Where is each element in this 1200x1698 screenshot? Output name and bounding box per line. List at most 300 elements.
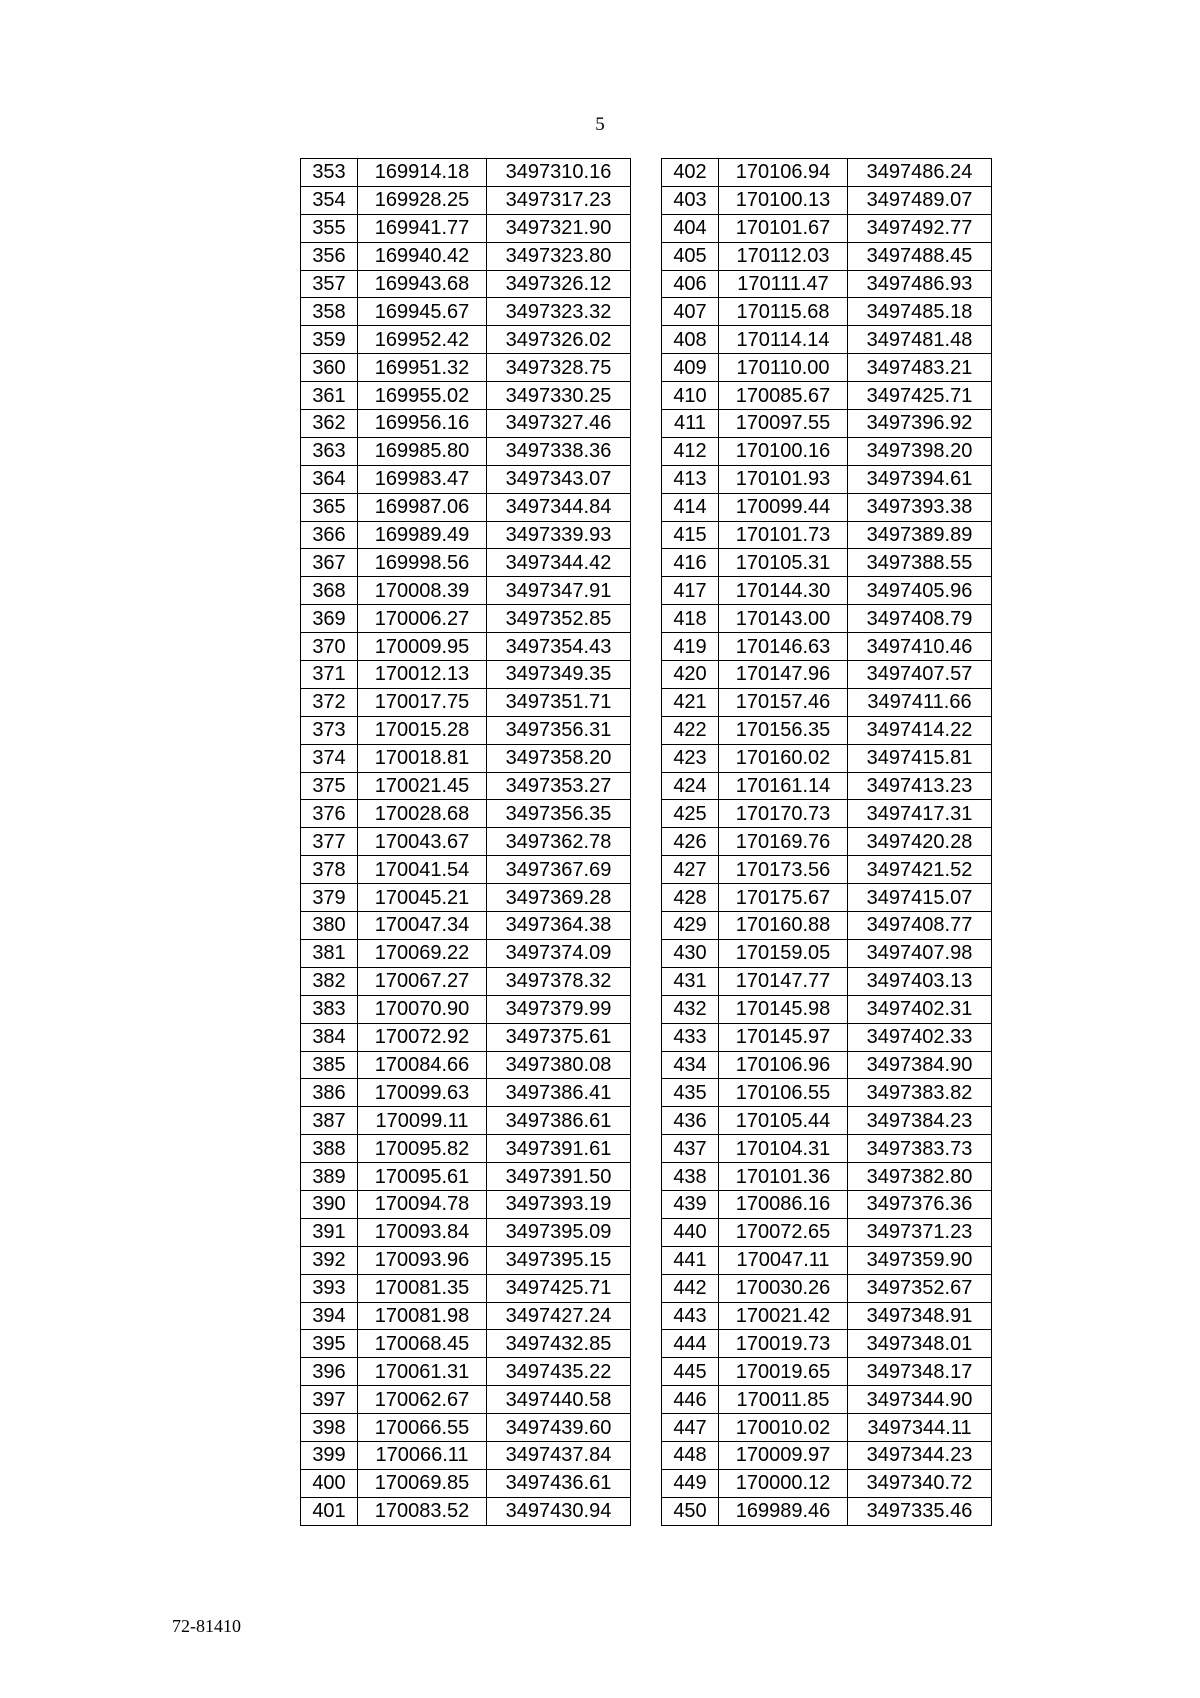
y-coordinate-cell: 3497388.55 <box>848 549 992 577</box>
x-coordinate-cell: 170095.82 <box>358 1135 487 1163</box>
table-row <box>301 1441 631 1469</box>
point-number-cell: 405 <box>662 242 719 270</box>
table-row <box>662 1274 992 1302</box>
x-coordinate-cell: 170062.67 <box>358 1386 487 1414</box>
table-row <box>301 688 631 716</box>
point-number-cell: 423 <box>662 744 719 772</box>
point-number-cell: 393 <box>301 1274 358 1302</box>
point-number-cell: 403 <box>662 186 719 214</box>
x-coordinate-cell: 170101.67 <box>719 214 848 242</box>
table-row <box>301 633 631 661</box>
point-number-cell: 395 <box>301 1330 358 1358</box>
y-coordinate-cell: 3497326.02 <box>487 326 631 354</box>
point-number-cell: 450 <box>662 1497 719 1525</box>
point-number-cell: 354 <box>301 186 358 214</box>
point-number-cell: 374 <box>301 744 358 772</box>
y-coordinate-cell: 3497489.07 <box>848 186 992 214</box>
y-coordinate-cell: 3497352.85 <box>487 605 631 633</box>
point-number-cell: 436 <box>662 1107 719 1135</box>
table-row <box>301 549 631 577</box>
x-coordinate-cell: 170095.61 <box>358 1163 487 1191</box>
x-coordinate-cell: 170066.11 <box>358 1441 487 1469</box>
table-row <box>301 1051 631 1079</box>
table-row <box>662 995 992 1023</box>
point-number-cell: 386 <box>301 1079 358 1107</box>
x-coordinate-cell: 170169.76 <box>719 828 848 856</box>
table-row <box>662 242 992 270</box>
x-coordinate-cell: 170093.84 <box>358 1218 487 1246</box>
x-coordinate-cell: 170099.11 <box>358 1107 487 1135</box>
point-number-cell: 433 <box>662 1023 719 1051</box>
table-row <box>662 1302 992 1330</box>
point-number-cell: 448 <box>662 1441 719 1469</box>
x-coordinate-cell: 170160.88 <box>719 912 848 940</box>
y-coordinate-cell: 3497327.46 <box>487 410 631 438</box>
x-coordinate-cell: 169943.68 <box>358 270 487 298</box>
table-row <box>301 437 631 465</box>
point-number-cell: 361 <box>301 382 358 410</box>
y-coordinate-cell: 3497394.61 <box>848 465 992 493</box>
table-row <box>662 298 992 326</box>
y-coordinate-cell: 3497379.99 <box>487 995 631 1023</box>
y-coordinate-cell: 3497321.90 <box>487 214 631 242</box>
y-coordinate-cell: 3497356.31 <box>487 716 631 744</box>
x-coordinate-cell: 170157.46 <box>719 688 848 716</box>
table-row <box>662 326 992 354</box>
table-row <box>662 1107 992 1135</box>
y-coordinate-cell: 3497323.80 <box>487 242 631 270</box>
table-row <box>301 605 631 633</box>
table-row <box>662 521 992 549</box>
point-number-cell: 425 <box>662 800 719 828</box>
table-row <box>301 1190 631 1218</box>
point-number-cell: 384 <box>301 1023 358 1051</box>
table-row <box>662 605 992 633</box>
point-number-cell: 368 <box>301 577 358 605</box>
point-number-cell: 440 <box>662 1218 719 1246</box>
point-number-cell: 359 <box>301 326 358 354</box>
x-coordinate-cell: 170068.45 <box>358 1330 487 1358</box>
table-row <box>301 1497 631 1525</box>
point-number-cell: 379 <box>301 884 358 912</box>
point-number-cell: 439 <box>662 1190 719 1218</box>
x-coordinate-cell: 170147.96 <box>719 661 848 689</box>
y-coordinate-cell: 3497362.78 <box>487 828 631 856</box>
point-number-cell: 367 <box>301 549 358 577</box>
y-coordinate-cell: 3497367.69 <box>487 856 631 884</box>
table-row <box>662 772 992 800</box>
y-coordinate-cell: 3497421.52 <box>848 856 992 884</box>
table-row <box>662 688 992 716</box>
y-coordinate-cell: 3497384.90 <box>848 1051 992 1079</box>
point-number-cell: 445 <box>662 1358 719 1386</box>
point-number-cell: 396 <box>301 1358 358 1386</box>
point-number-cell: 437 <box>662 1135 719 1163</box>
point-number-cell: 397 <box>301 1386 358 1414</box>
x-coordinate-cell: 170010.02 <box>719 1414 848 1442</box>
point-number-cell: 406 <box>662 270 719 298</box>
y-coordinate-cell: 3497483.21 <box>848 354 992 382</box>
x-coordinate-cell: 170084.66 <box>358 1051 487 1079</box>
x-coordinate-cell: 170110.00 <box>719 354 848 382</box>
table-row <box>301 1023 631 1051</box>
table-row <box>301 354 631 382</box>
y-coordinate-cell: 3497411.66 <box>848 688 992 716</box>
x-coordinate-cell: 170099.44 <box>719 493 848 521</box>
table-row <box>301 716 631 744</box>
table-row <box>301 242 631 270</box>
table-row <box>662 1135 992 1163</box>
table-row <box>301 298 631 326</box>
coordinates-table-right <box>661 158 992 1526</box>
x-coordinate-cell: 170012.13 <box>358 661 487 689</box>
table-row <box>301 577 631 605</box>
y-coordinate-cell: 3497347.91 <box>487 577 631 605</box>
point-number-cell: 364 <box>301 465 358 493</box>
y-coordinate-cell: 3497402.31 <box>848 995 992 1023</box>
x-coordinate-cell: 170099.63 <box>358 1079 487 1107</box>
x-coordinate-cell: 170175.67 <box>719 884 848 912</box>
x-coordinate-cell: 170101.36 <box>719 1163 848 1191</box>
point-number-cell: 383 <box>301 995 358 1023</box>
y-coordinate-cell: 3497389.89 <box>848 521 992 549</box>
x-coordinate-cell: 170115.68 <box>719 298 848 326</box>
y-coordinate-cell: 3497351.71 <box>487 688 631 716</box>
table-row <box>301 382 631 410</box>
x-coordinate-cell: 170111.47 <box>719 270 848 298</box>
y-coordinate-cell: 3497344.84 <box>487 493 631 521</box>
y-coordinate-cell: 3497310.16 <box>487 159 631 187</box>
x-coordinate-cell: 170147.77 <box>719 967 848 995</box>
table-row <box>662 1386 992 1414</box>
x-coordinate-cell: 170104.31 <box>719 1135 848 1163</box>
x-coordinate-cell: 169955.02 <box>358 382 487 410</box>
table-row <box>301 1414 631 1442</box>
point-number-cell: 414 <box>662 493 719 521</box>
x-coordinate-cell: 170112.03 <box>719 242 848 270</box>
y-coordinate-cell: 3497326.12 <box>487 270 631 298</box>
x-coordinate-cell: 170015.28 <box>358 716 487 744</box>
point-number-cell: 429 <box>662 912 719 940</box>
point-number-cell: 404 <box>662 214 719 242</box>
x-coordinate-cell: 170159.05 <box>719 939 848 967</box>
table-row <box>301 1386 631 1414</box>
point-number-cell: 434 <box>662 1051 719 1079</box>
y-coordinate-cell: 3497344.11 <box>848 1414 992 1442</box>
x-coordinate-cell: 170009.95 <box>358 633 487 661</box>
x-coordinate-cell: 170094.78 <box>358 1190 487 1218</box>
y-coordinate-cell: 3497344.23 <box>848 1441 992 1469</box>
y-coordinate-cell: 3497343.07 <box>487 465 631 493</box>
table-row <box>662 577 992 605</box>
point-number-cell: 369 <box>301 605 358 633</box>
point-number-cell: 387 <box>301 1107 358 1135</box>
point-number-cell: 412 <box>662 437 719 465</box>
x-coordinate-cell: 169928.25 <box>358 186 487 214</box>
table-row <box>301 1135 631 1163</box>
coordinates-table-left <box>300 158 631 1526</box>
y-coordinate-cell: 3497408.77 <box>848 912 992 940</box>
y-coordinate-cell: 3497439.60 <box>487 1414 631 1442</box>
y-coordinate-cell: 3497425.71 <box>487 1274 631 1302</box>
table-row <box>662 884 992 912</box>
y-coordinate-cell: 3497415.81 <box>848 744 992 772</box>
point-number-cell: 420 <box>662 661 719 689</box>
y-coordinate-cell: 3497437.84 <box>487 1441 631 1469</box>
table-row <box>662 828 992 856</box>
table-row <box>662 1441 992 1469</box>
point-number-cell: 398 <box>301 1414 358 1442</box>
y-coordinate-cell: 3497338.36 <box>487 437 631 465</box>
table-row <box>662 1023 992 1051</box>
x-coordinate-cell: 170021.42 <box>719 1302 848 1330</box>
table-row <box>662 1469 992 1497</box>
point-number-cell: 389 <box>301 1163 358 1191</box>
y-coordinate-cell: 3497407.57 <box>848 661 992 689</box>
y-coordinate-cell: 3497378.32 <box>487 967 631 995</box>
x-coordinate-cell: 170156.35 <box>719 716 848 744</box>
x-coordinate-cell: 170101.73 <box>719 521 848 549</box>
point-number-cell: 380 <box>301 912 358 940</box>
table-row <box>662 856 992 884</box>
x-coordinate-cell: 170000.12 <box>719 1469 848 1497</box>
table-row <box>662 214 992 242</box>
table-row <box>301 661 631 689</box>
y-coordinate-cell: 3497430.94 <box>487 1497 631 1525</box>
x-coordinate-cell: 170061.31 <box>358 1358 487 1386</box>
y-coordinate-cell: 3497339.93 <box>487 521 631 549</box>
point-number-cell: 424 <box>662 772 719 800</box>
x-coordinate-cell: 170043.67 <box>358 828 487 856</box>
table-row <box>662 1079 992 1107</box>
x-coordinate-cell: 170008.39 <box>358 577 487 605</box>
table-row <box>301 939 631 967</box>
y-coordinate-cell: 3497407.98 <box>848 939 992 967</box>
x-coordinate-cell: 170101.93 <box>719 465 848 493</box>
point-number-cell: 415 <box>662 521 719 549</box>
point-number-cell: 355 <box>301 214 358 242</box>
x-coordinate-cell: 169956.16 <box>358 410 487 438</box>
table-row <box>662 1051 992 1079</box>
table-row <box>662 912 992 940</box>
point-number-cell: 392 <box>301 1246 358 1274</box>
table-row <box>662 1330 992 1358</box>
y-coordinate-cell: 3497486.93 <box>848 270 992 298</box>
x-coordinate-cell: 169985.80 <box>358 437 487 465</box>
y-coordinate-cell: 3497415.07 <box>848 884 992 912</box>
table-row <box>662 744 992 772</box>
table-row <box>662 1414 992 1442</box>
table-row <box>301 493 631 521</box>
x-coordinate-cell: 170006.27 <box>358 605 487 633</box>
y-coordinate-cell: 3497488.45 <box>848 242 992 270</box>
table-row <box>662 410 992 438</box>
y-coordinate-cell: 3497356.35 <box>487 800 631 828</box>
y-coordinate-cell: 3497486.24 <box>848 159 992 187</box>
table-row <box>662 1358 992 1386</box>
point-number-cell: 382 <box>301 967 358 995</box>
x-coordinate-cell: 170106.55 <box>719 1079 848 1107</box>
x-coordinate-cell: 170086.16 <box>719 1190 848 1218</box>
page-number: 5 <box>595 114 605 135</box>
point-number-cell: 388 <box>301 1135 358 1163</box>
y-coordinate-cell: 3497335.46 <box>848 1497 992 1525</box>
point-number-cell: 444 <box>662 1330 719 1358</box>
y-coordinate-cell: 3497383.73 <box>848 1135 992 1163</box>
x-coordinate-cell: 169987.06 <box>358 493 487 521</box>
y-coordinate-cell: 3497395.09 <box>487 1218 631 1246</box>
y-coordinate-cell: 3497374.09 <box>487 939 631 967</box>
y-coordinate-cell: 3497348.91 <box>848 1302 992 1330</box>
point-number-cell: 449 <box>662 1469 719 1497</box>
point-number-cell: 430 <box>662 939 719 967</box>
y-coordinate-cell: 3497391.50 <box>487 1163 631 1191</box>
table-row <box>662 186 992 214</box>
point-number-cell: 418 <box>662 605 719 633</box>
x-coordinate-cell: 170173.56 <box>719 856 848 884</box>
table-row <box>301 856 631 884</box>
x-coordinate-cell: 170069.22 <box>358 939 487 967</box>
point-number-cell: 435 <box>662 1079 719 1107</box>
table-row <box>301 270 631 298</box>
point-number-cell: 372 <box>301 688 358 716</box>
y-coordinate-cell: 3497330.25 <box>487 382 631 410</box>
x-coordinate-cell: 170144.30 <box>719 577 848 605</box>
y-coordinate-cell: 3497396.92 <box>848 410 992 438</box>
table-row <box>662 633 992 661</box>
point-number-cell: 375 <box>301 772 358 800</box>
table-row <box>301 1246 631 1274</box>
x-coordinate-cell: 170019.73 <box>719 1330 848 1358</box>
y-coordinate-cell: 3497425.71 <box>848 382 992 410</box>
table-row <box>301 1302 631 1330</box>
point-number-cell: 381 <box>301 939 358 967</box>
x-coordinate-cell: 169998.56 <box>358 549 487 577</box>
y-coordinate-cell: 3497383.82 <box>848 1079 992 1107</box>
table-row <box>662 661 992 689</box>
point-number-cell: 443 <box>662 1302 719 1330</box>
point-number-cell: 401 <box>301 1497 358 1525</box>
y-coordinate-cell: 3497386.61 <box>487 1107 631 1135</box>
document-code: 72-81410 <box>172 1616 241 1636</box>
x-coordinate-cell: 170106.94 <box>719 159 848 187</box>
x-coordinate-cell: 170009.97 <box>719 1441 848 1469</box>
table-row <box>662 939 992 967</box>
point-number-cell: 416 <box>662 549 719 577</box>
y-coordinate-cell: 3497414.22 <box>848 716 992 744</box>
point-number-cell: 438 <box>662 1163 719 1191</box>
table-row <box>662 1497 992 1525</box>
y-coordinate-cell: 3497402.33 <box>848 1023 992 1051</box>
table-row <box>301 995 631 1023</box>
point-number-cell: 413 <box>662 465 719 493</box>
x-coordinate-cell: 170017.75 <box>358 688 487 716</box>
table-row <box>301 744 631 772</box>
x-coordinate-cell: 170100.16 <box>719 437 848 465</box>
table-row <box>301 1358 631 1386</box>
y-coordinate-cell: 3497417.31 <box>848 800 992 828</box>
y-coordinate-cell: 3497398.20 <box>848 437 992 465</box>
table-row <box>662 159 992 187</box>
table-row <box>662 270 992 298</box>
y-coordinate-cell: 3497323.32 <box>487 298 631 326</box>
y-coordinate-cell: 3497344.90 <box>848 1386 992 1414</box>
y-coordinate-cell: 3497376.36 <box>848 1190 992 1218</box>
y-coordinate-cell: 3497382.80 <box>848 1163 992 1191</box>
y-coordinate-cell: 3497384.23 <box>848 1107 992 1135</box>
table-row <box>301 828 631 856</box>
table-row <box>301 1107 631 1135</box>
y-coordinate-cell: 3497393.19 <box>487 1190 631 1218</box>
y-coordinate-cell: 3497317.23 <box>487 186 631 214</box>
x-coordinate-cell: 170081.35 <box>358 1274 487 1302</box>
y-coordinate-cell: 3497359.90 <box>848 1246 992 1274</box>
y-coordinate-cell: 3497380.08 <box>487 1051 631 1079</box>
point-number-cell: 377 <box>301 828 358 856</box>
y-coordinate-cell: 3497405.96 <box>848 577 992 605</box>
y-coordinate-cell: 3497344.42 <box>487 549 631 577</box>
x-coordinate-cell: 170146.63 <box>719 633 848 661</box>
table-row <box>662 1190 992 1218</box>
y-coordinate-cell: 3497349.35 <box>487 661 631 689</box>
point-number-cell: 411 <box>662 410 719 438</box>
x-coordinate-cell: 170030.26 <box>719 1274 848 1302</box>
table-row <box>301 1163 631 1191</box>
x-coordinate-cell: 170018.81 <box>358 744 487 772</box>
point-number-cell: 428 <box>662 884 719 912</box>
x-coordinate-cell: 170170.73 <box>719 800 848 828</box>
table-row <box>662 493 992 521</box>
y-coordinate-cell: 3497348.17 <box>848 1358 992 1386</box>
table-row <box>301 967 631 995</box>
table-row <box>301 884 631 912</box>
x-coordinate-cell: 170072.92 <box>358 1023 487 1051</box>
x-coordinate-cell: 170021.45 <box>358 772 487 800</box>
table-row <box>662 800 992 828</box>
table-row <box>662 437 992 465</box>
table-row <box>301 410 631 438</box>
point-number-cell: 371 <box>301 661 358 689</box>
point-number-cell: 441 <box>662 1246 719 1274</box>
point-number-cell: 353 <box>301 159 358 187</box>
table-row <box>662 716 992 744</box>
x-coordinate-cell: 170067.27 <box>358 967 487 995</box>
table-row <box>301 186 631 214</box>
table-row <box>301 465 631 493</box>
x-coordinate-cell: 169983.47 <box>358 465 487 493</box>
y-coordinate-cell: 3497403.13 <box>848 967 992 995</box>
x-coordinate-cell: 170047.11 <box>719 1246 848 1274</box>
point-number-cell: 421 <box>662 688 719 716</box>
y-coordinate-cell: 3497371.23 <box>848 1218 992 1246</box>
x-coordinate-cell: 170070.90 <box>358 995 487 1023</box>
table-row <box>662 1218 992 1246</box>
x-coordinate-cell: 169951.32 <box>358 354 487 382</box>
x-coordinate-cell: 170011.85 <box>719 1386 848 1414</box>
point-number-cell: 422 <box>662 716 719 744</box>
y-coordinate-cell: 3497391.61 <box>487 1135 631 1163</box>
point-number-cell: 417 <box>662 577 719 605</box>
x-coordinate-cell: 170072.65 <box>719 1218 848 1246</box>
point-number-cell: 365 <box>301 493 358 521</box>
y-coordinate-cell: 3497386.41 <box>487 1079 631 1107</box>
point-number-cell: 391 <box>301 1218 358 1246</box>
y-coordinate-cell: 3497420.28 <box>848 828 992 856</box>
y-coordinate-cell: 3497358.20 <box>487 744 631 772</box>
point-number-cell: 410 <box>662 382 719 410</box>
y-coordinate-cell: 3497413.23 <box>848 772 992 800</box>
x-coordinate-cell: 170100.13 <box>719 186 848 214</box>
